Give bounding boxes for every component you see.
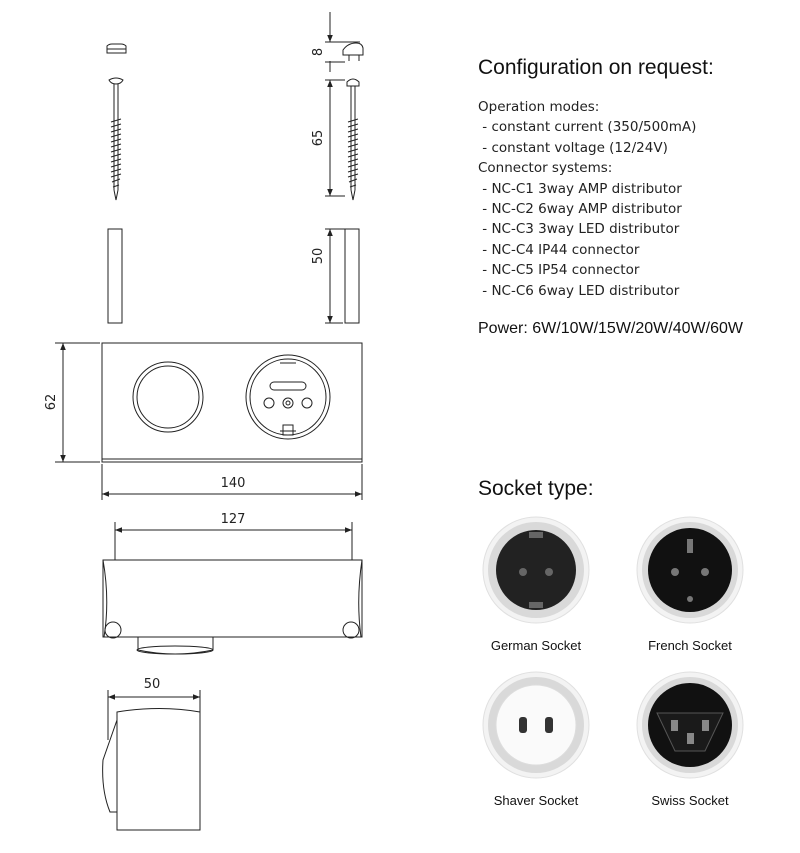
config-line: Operation modes:: [478, 99, 600, 115]
power-options: Power: 6W/10W/15W/20W/40W/60W: [478, 320, 743, 337]
configuration-title: Configuration on request:: [478, 56, 714, 79]
screw-side-drawing: [347, 79, 359, 200]
dim-side-height-label: 50: [311, 247, 326, 265]
shaver-socket-icon: [481, 665, 591, 785]
socket-french: [605, 510, 775, 653]
config-line: - NC-C3 3way LED distributor: [478, 221, 680, 238]
config-line: - NC-C4 IP44 connector: [478, 241, 640, 258]
unit-front-drawing: [55, 343, 362, 500]
dim-front-height-label: 62: [44, 393, 59, 411]
side-panel-side-drawing: [325, 229, 359, 323]
socket-german: [451, 510, 621, 653]
socket-swiss: [605, 665, 775, 808]
dim-cap-height-label: 8: [311, 47, 326, 57]
screw-front-drawing: [109, 78, 123, 200]
socket-shaver: [451, 665, 621, 808]
cap-front-drawing: [107, 44, 126, 53]
socket-label: Swiss Socket: [651, 793, 729, 808]
socket-label: Shaver Socket: [493, 793, 579, 808]
configuration-list: [478, 97, 696, 301]
config-line: - constant voltage (12/24V): [478, 139, 668, 156]
config-line: - NC-C1 3way AMP distributor: [478, 180, 682, 197]
socket-type-title: Socket type:: [478, 477, 594, 500]
config-line: Connector systems:: [478, 160, 613, 177]
german-socket-icon: [481, 510, 591, 630]
dim-bottom-width-label: 127: [220, 512, 246, 527]
french-socket-icon: [635, 510, 745, 630]
config-line: - NC-C5 IP54 connector: [478, 262, 640, 279]
dim-front-width-label: 140: [220, 476, 246, 491]
side-panel-front-drawing: [108, 229, 122, 323]
unit-bottom-drawing: [103, 522, 362, 654]
unit-side-drawing: [103, 690, 200, 830]
cap-side-drawing: [343, 43, 363, 61]
swiss-socket-icon: [635, 665, 745, 785]
socket-label: French Socket: [648, 638, 732, 653]
dim-side-depth-label: 50: [143, 677, 161, 692]
config-line: - constant current (350/500mA): [478, 119, 697, 136]
socket-label: German Socket: [490, 638, 582, 653]
config-line: - NC-C6 6way LED distributor: [478, 282, 680, 299]
config-line: - NC-C2 6way AMP distributor: [478, 201, 682, 218]
dim-screw-length-label: 65: [311, 129, 326, 147]
